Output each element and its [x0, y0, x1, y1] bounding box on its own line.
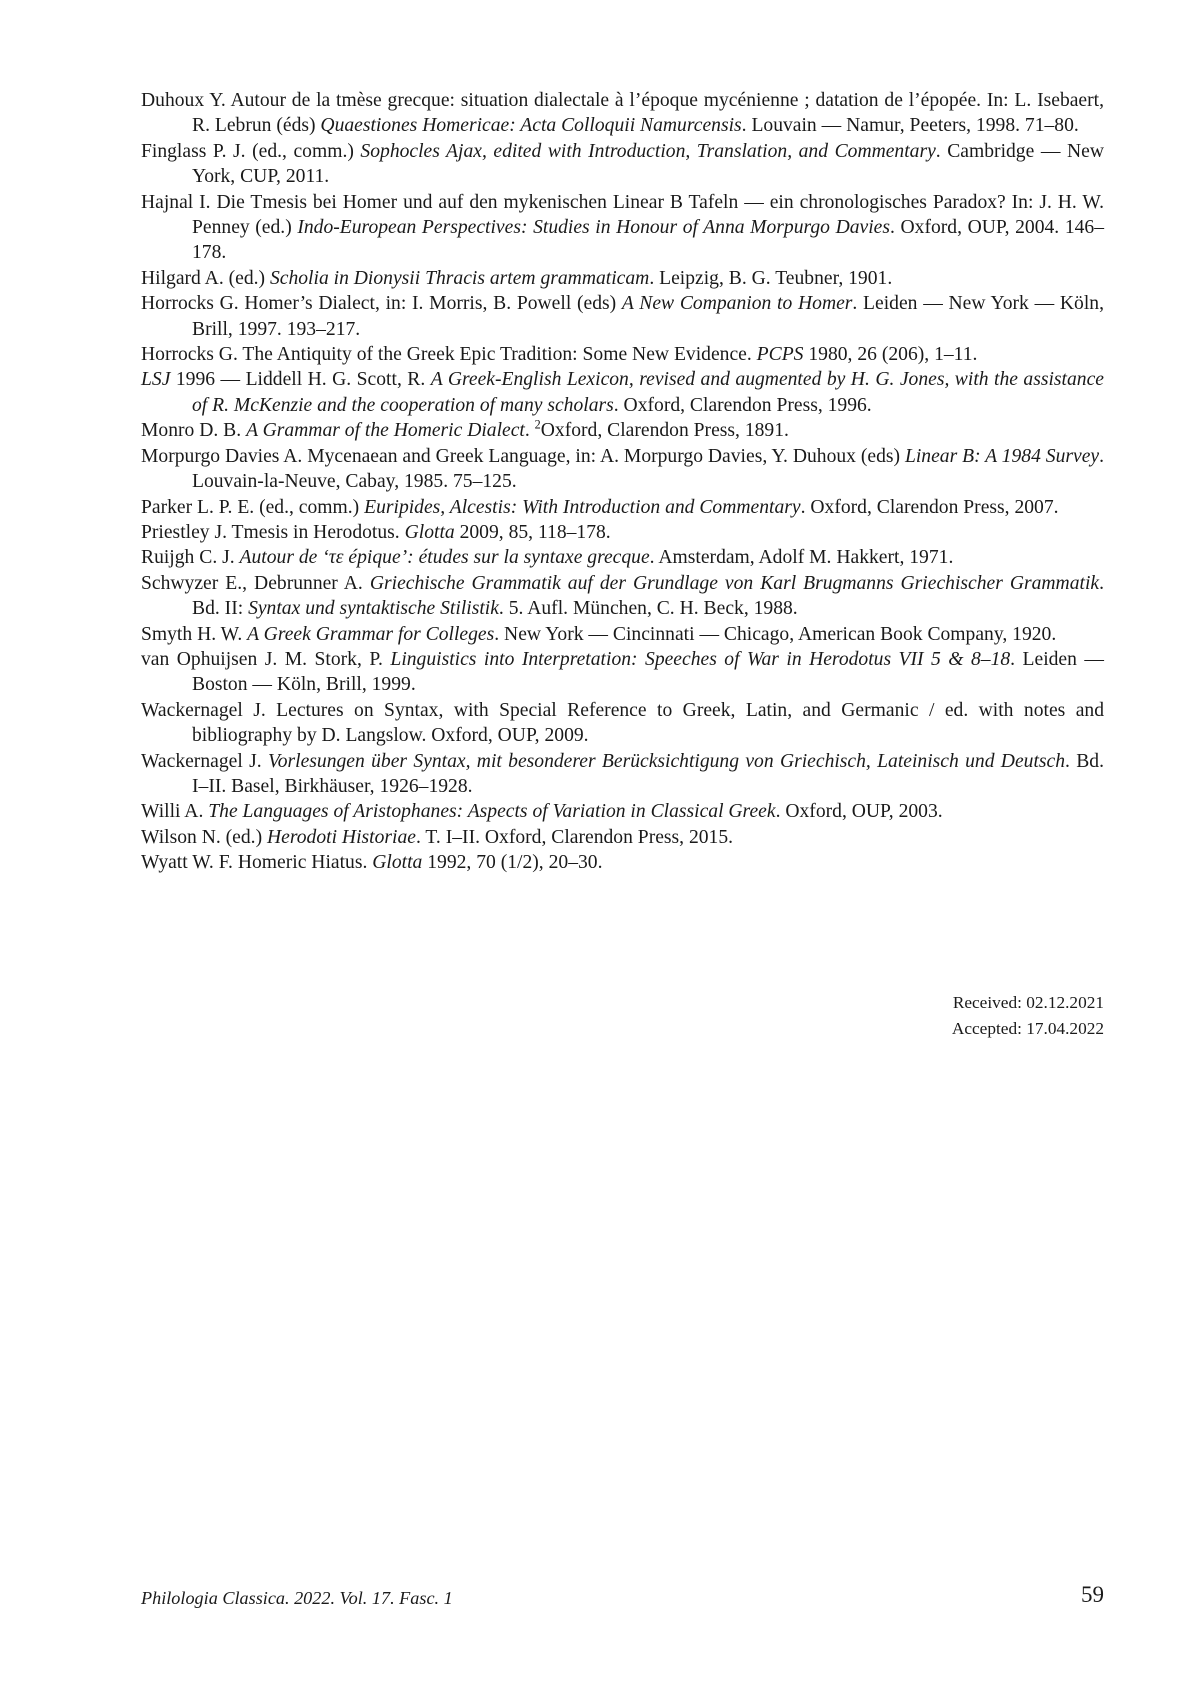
reference-text: Duhoux Y. Autour de la tmèse grecque: situation dialectale à l’époque mycénienne ; datation de l’épopée. In: L. Isebaert, R. Lebrun (éds): [141, 90, 1104, 137]
accepted-date: Accepted: 17.04.2022: [951, 1019, 1104, 1038]
reference-text: . Leiden — New York — Köln, Brill, 1997. 193–217.: [192, 293, 1104, 340]
reference-text: . Leipzig, B. G. Teubner, 1901.: [649, 267, 893, 289]
reference-text: . Oxford, OUP, 2003.: [775, 801, 943, 823]
reference-text: . Bd. I–II. Basel, Birkhäuser, 1926–1928.: [192, 750, 1104, 797]
reference-text: Parker L. P. E. (ed., comm.): [141, 496, 365, 518]
reference-text: Monro D. B.: [141, 420, 247, 442]
reference-text: . Oxford, Clarendon Press, 1996.: [613, 394, 872, 416]
reference-entry: [141, 367, 1104, 418]
reference-text: Schwyzer E., Debrunner A.: [141, 572, 370, 594]
reference-entry: [141, 342, 1104, 367]
reference-entry: [141, 825, 1104, 850]
reference-entry: [141, 698, 1104, 749]
reference-title: A Greek-English Lexicon, revised and augmented by H. G. Jones, with the assistance of R. McKenzie and the cooperation of many scholars: [192, 369, 1104, 416]
page-footer: [141, 1582, 1104, 1614]
reference-title: A Grammar of the Homeric Dialect: [246, 420, 525, 442]
reference-title: Syntax und syntaktische Stilistik: [248, 598, 499, 620]
reference-text: van Ophuijsen J. M. Stork, P.: [141, 648, 391, 670]
reference-text: Wyatt W. F. Homeric Hiatus.: [141, 852, 373, 874]
reference-text: Oxford, Clarendon Press, 1891.: [540, 420, 789, 442]
reference-title: Glotta: [404, 521, 455, 543]
reference-text: . Bd. II:: [192, 572, 1104, 620]
reference-entry: [141, 520, 1104, 545]
reference-text: Priestley J. Tmesis in Herodotus.: [141, 521, 405, 543]
reference-text: . Cambridge — New York, CUP, 2011.: [192, 140, 1104, 188]
reference-entry: [141, 749, 1104, 800]
reference-text: . Leiden —Boston — Köln, Brill, 1999.: [192, 648, 1104, 696]
reference-title: Euripides, Alcestis: With Introduction and Commentary: [364, 496, 801, 518]
reference-title: Herodoti Historiae: [267, 826, 416, 848]
reference-title: Autour de ‘τε épique’: études sur la syntaxe grecque: [239, 547, 650, 569]
reference-text: Wackernagel J. Lectures on Syntax, with Special Reference to Greek, Latin, and Germanic / ed. with notes and bibliography by D. Langslow. Oxford, OUP, 2009.: [141, 699, 1104, 747]
reference-title: LSJ: [141, 369, 171, 391]
reference-text: 1980, 26 (206), 1–11.: [803, 344, 978, 366]
reference-entry: [141, 266, 1104, 291]
reference-title: Linear B: A 1984 Survey: [904, 445, 1100, 467]
reference-text: Horrocks G. The Antiquity of the Greek Epic Tradition: Some New Evidence.: [141, 344, 757, 366]
reference-title: Sophocles Ajax, edited with Introduction, Translation, and Commentary: [360, 140, 936, 162]
reference-text: . T. I–II. Oxford, Clarendon Press, 2015.: [415, 826, 734, 848]
reference-text: Hilgard A. (ed.): [141, 267, 270, 289]
page-number: 59: [1081, 1582, 1104, 1607]
reference-entry: [141, 545, 1104, 570]
reference-text: . New York — Cincinnati — Chicago, American Book Company, 1920.: [494, 623, 1057, 645]
reference-entry: [141, 850, 1104, 875]
reference-entry: [141, 418, 1104, 443]
reference-entry: [141, 139, 1104, 190]
reference-entry: [141, 799, 1104, 824]
reference-title: Scholia in Dionysii Thracis artem grammaticam: [269, 267, 650, 289]
reference-text: . Oxford, Clarendon Press, 2007.: [800, 496, 1059, 518]
submission-dates: [952, 990, 1104, 1042]
reference-text: Wackernagel J.: [141, 750, 268, 772]
reference-text: 1992, 70 (1/2), 20–30.: [422, 852, 603, 874]
reference-entry: [141, 622, 1104, 647]
reference-text: . Louvain-la-Neuve, Cabay, 1985. 75–125.: [192, 445, 1104, 493]
reference-text: Willi A.: [141, 801, 209, 823]
reference-text: .: [524, 420, 535, 442]
reference-text: . Louvain — Namur, Peeters, 1998. 71–80.: [741, 115, 1079, 137]
reference-text: Hajnal I. Die Tmesis bei Homer und auf den mykenischen Linear B Tafeln — ein chronologisches Paradox? In: J. H. W. Penney (ed.): [141, 191, 1104, 239]
reference-entry: [141, 190, 1104, 266]
reference-text: Finglass P. J. (ed., comm.): [141, 140, 361, 162]
reference-text: Smyth H. W.: [141, 623, 248, 645]
reference-entry: [141, 495, 1104, 520]
reference-entry: [141, 647, 1104, 698]
reference-title: A Greek Grammar for Colleges: [247, 623, 495, 645]
reference-text: Morpurgo Davies A. Mycenaean and Greek Language, in: A. Morpurgo Davies, Y. Duhoux (eds): [141, 445, 905, 467]
reference-text: 1996 — Liddell H. G. Scott, R.: [170, 369, 431, 391]
reference-title: PCPS: [756, 344, 804, 366]
reference-entry: [141, 88, 1104, 139]
reference-title: Indo-European Perspectives: Studies in Honour of Anna Morpurgo Davies: [297, 217, 890, 239]
received-date: Received: 02.12.2021: [952, 993, 1104, 1012]
reference-title: Quaestiones Homericae: Acta Colloquii Namurcensis: [320, 115, 742, 137]
reference-text: Wilson N. (ed.): [141, 826, 268, 848]
reference-entry: [141, 571, 1104, 622]
reference-title: Glotta: [372, 852, 423, 874]
edition-superscript: 2: [534, 417, 541, 432]
reference-title: A New Companion to Homer: [621, 293, 853, 315]
reference-text: 2009, 85, 118–178.: [454, 521, 611, 543]
reference-title: The Languages of Aristophanes: Aspects of Variation in Classical Greek: [208, 801, 776, 823]
reference-list: [141, 88, 1104, 876]
reference-title: Griechische Grammatik auf der Grundlage von Karl Brugmanns Griechischer Grammatik: [369, 572, 1100, 594]
reference-text: Horrocks G. Homer’s Dialect, in: I. Morris, B. Powell (eds): [141, 293, 622, 315]
reference-text: . Amsterdam, Adolf M. Hakkert, 1971.: [649, 547, 954, 569]
reference-text: . 5. Aufl. München, C. H. Beck, 1988.: [498, 598, 798, 620]
reference-text: . Oxford, OUP, 2004. 146–178.: [192, 217, 1105, 264]
journal-citation: Philologia Classica. 2022. Vol. 17. Fasc. 1: [141, 1588, 453, 1608]
reference-title: Vorlesungen über Syntax, mit besonderer Berücksichtigung von Griechisch, Lateinisch und Deutsch: [267, 750, 1066, 772]
reference-entry: [141, 444, 1104, 495]
reference-entry: [141, 291, 1104, 342]
reference-text: Ruijgh C. J.: [141, 547, 240, 569]
reference-title: Linguistics into Interpretation: Speeches of War in Herodotus VII 5 & 8–18: [390, 648, 1011, 670]
